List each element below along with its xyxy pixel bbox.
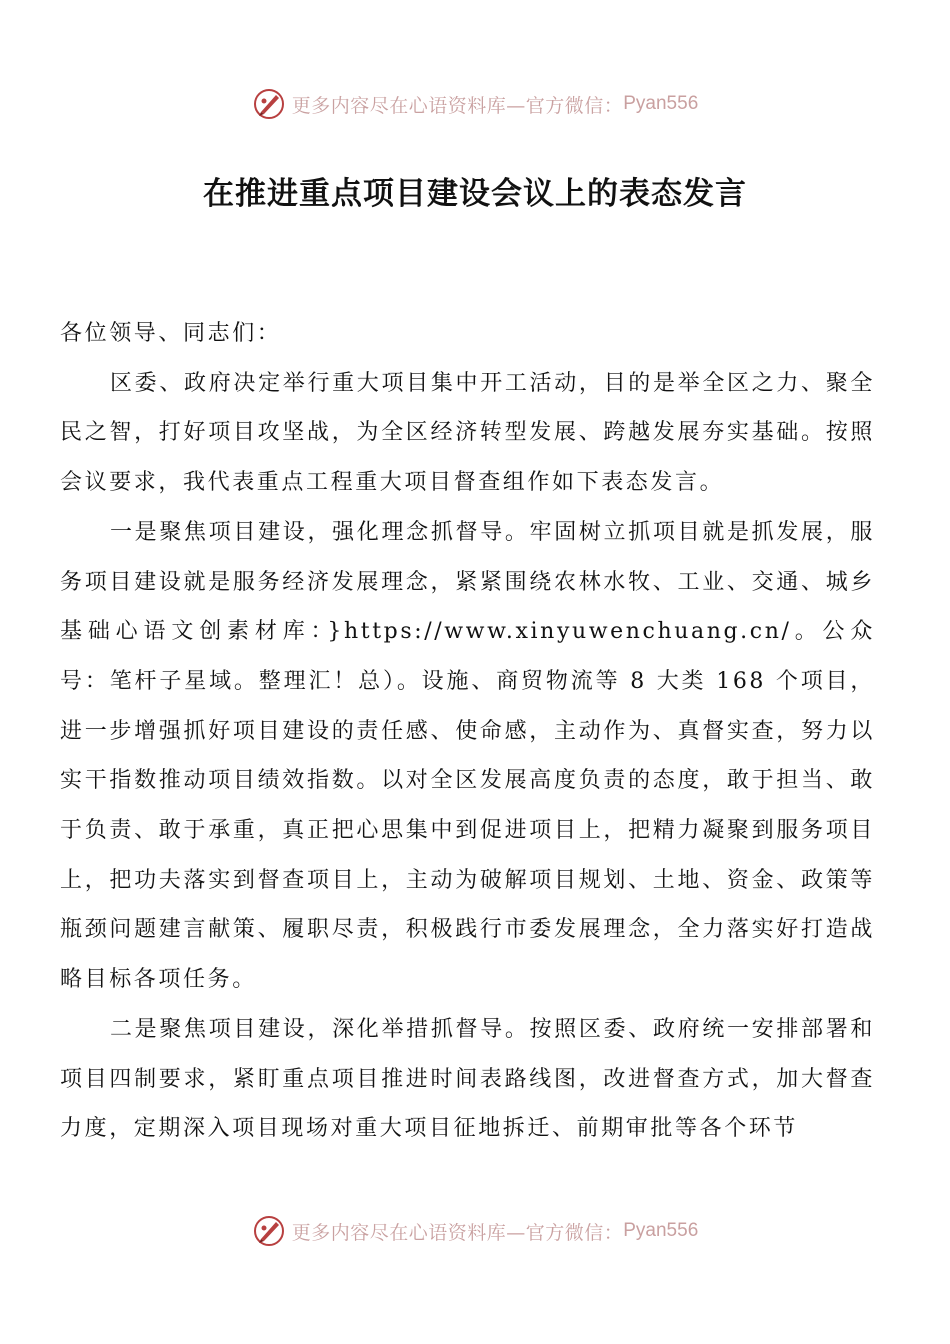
footer-watermark xyxy=(0,1211,950,1251)
paragraph: 一是聚焦项目建设，强化理念抓督导。牢固树立抓项目就是抓发展，服务项目建设就是服务经济发展理念，紧紧围绕农林水牧、工业、交通、城乡基础心语文创素材库：}https://www.xinyuwenchuang.cn/。公众号：笔杆子星域。整理汇！总）。设施、商贸物流等 8 大类 168 个项目，进一步增强抓好项目建设的责任感、使命感，主动作为、真督实查，努力以实干指数推动项目绩效指数。以对全区发展高度负责的态度，敢于担当、敢于负责、敢于承重，真正把心思集中到促进项目上，把精力凝聚到服务项目上，把功夫落实到督查项目上，主动为破解项目规划、土地、资金、政策等瓶颈问题建言献策、履职尽责，积极践行市委发展理念，全力落实好打造战略目标各项任务。 xyxy=(60,519,875,993)
paragraph: 区委、政府决定举行重大项目集中开工活动，目的是举全区之力、聚全民之智，打好项目攻坚战，为全区经济转型发展、跨越发展夯实基础。按照会议要求，我代表重点工程重大项目督查组作如下表态发言。 xyxy=(60,370,875,496)
document-body xyxy=(60,309,875,1154)
header-watermark xyxy=(0,84,950,124)
salutation: 各位领导、同志们： xyxy=(60,321,282,346)
document-title: 在推进重点项目建设会议上的表态发言 xyxy=(203,176,747,212)
watermark-wechat-id: Pyan556 xyxy=(623,93,699,114)
watermark-wechat-id: Pyan556 xyxy=(623,1220,699,1241)
quill-pen-logo-icon xyxy=(252,87,286,121)
paragraph: 二是聚焦项目建设，深化举措抓督导。按照区委、政府统一安排部署和项目四制要求，紧盯重点项目推进时间表路线图，改进督查方式，加大督查力度，定期深入项目现场对重大项目征地拆迁、前期审批等各个环节 xyxy=(60,1016,875,1142)
watermark-text: 更多内容尽在心语资料库—官方微信： xyxy=(291,94,624,117)
quill-pen-logo-icon xyxy=(252,1214,286,1248)
watermark-text: 更多内容尽在心语资料库—官方微信： xyxy=(291,1221,624,1244)
